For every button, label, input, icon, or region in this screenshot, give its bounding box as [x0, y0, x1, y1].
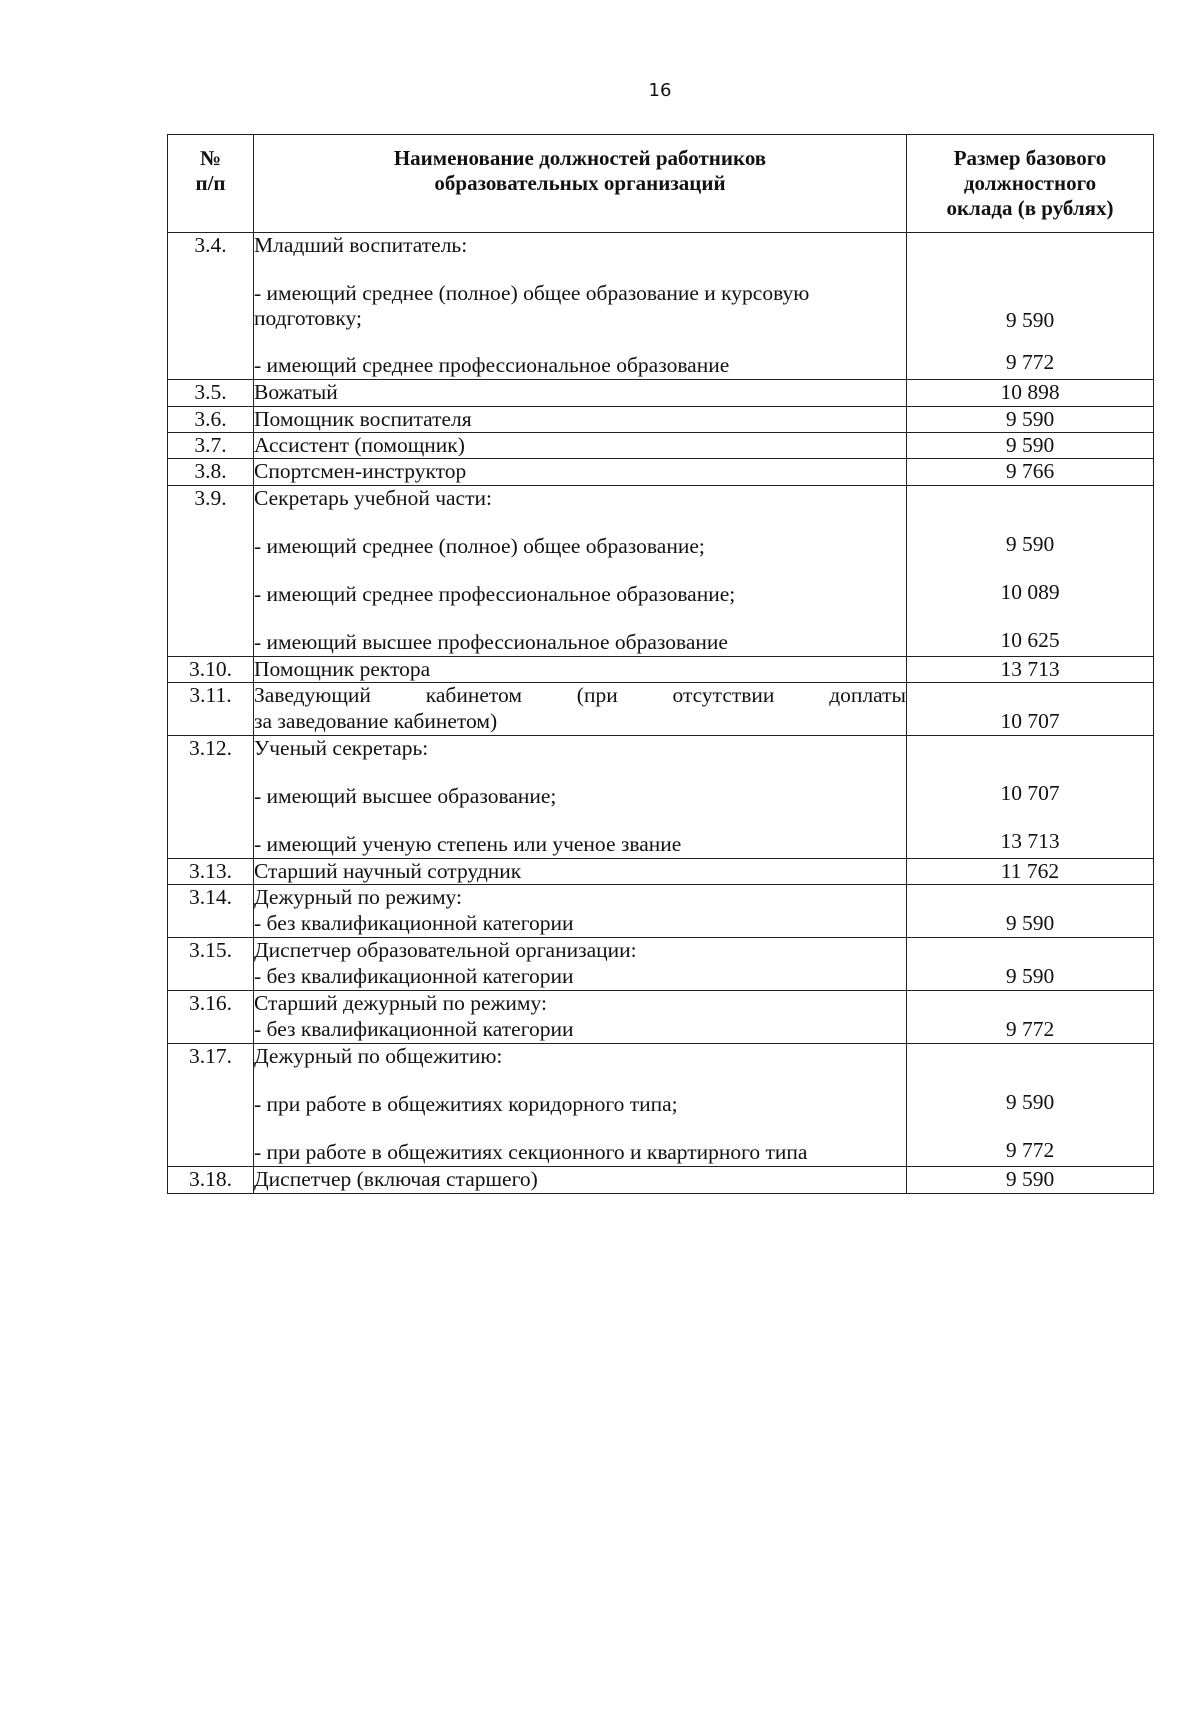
- page-number: 16: [648, 80, 672, 101]
- position-subitem: - без квалификационной категории: [254, 1017, 574, 1042]
- table-row: [168, 232, 1154, 380]
- position-name: Помощник воспитателя: [254, 406, 907, 432]
- header-base-salary: Размер базового должностного оклада (в рублях): [907, 135, 1154, 233]
- position-name: Старший научный сотрудник: [254, 859, 907, 885]
- position-subitem: - имеющий среднее профессиональное образование: [254, 353, 730, 378]
- table-row: [168, 991, 1154, 1044]
- position-subitem: - имеющий среднее профессиональное образование;: [254, 581, 736, 606]
- header-number: № п/п: [168, 135, 254, 233]
- row-number: 3.15.: [168, 938, 254, 991]
- position-title: Дежурный по общежитию:: [254, 1044, 503, 1069]
- position-subitem: - без квалификационной категории: [254, 964, 574, 989]
- row-number: 3.17.: [168, 1044, 254, 1167]
- row-number: 3.11.: [168, 683, 254, 736]
- row-number: 3.5.: [168, 380, 254, 406]
- position-subitem: - при работе в общежитиях коридорного типа;: [254, 1092, 678, 1117]
- salary-value: 9 590: [907, 1167, 1154, 1193]
- salary-value: 10 707: [1000, 781, 1060, 806]
- salary-value: 10 707: [1000, 709, 1060, 734]
- position-title: Заведующий кабинетом (при отсутствии доплаты: [254, 683, 906, 708]
- position-subitem: - имеющий среднее (полное) общее образование и курсовую подготовку;: [254, 280, 810, 330]
- row-number: 3.14.: [168, 885, 254, 938]
- position-subitem: - имеющий высшее профессиональное образование: [254, 629, 728, 654]
- table-row: [168, 656, 1154, 682]
- salary-cell: [907, 885, 1154, 938]
- position-name: Вожатый: [254, 380, 907, 406]
- position-name: Помощник ректора: [254, 656, 907, 682]
- salary-value: 9 590: [1005, 1090, 1055, 1115]
- salary-cell: [907, 485, 1154, 656]
- row-number: 3.9.: [168, 485, 254, 656]
- row-number: 3.6.: [168, 406, 254, 432]
- position-name: [254, 683, 907, 736]
- table-row: [168, 885, 1154, 938]
- salary-value: 11 762: [907, 859, 1154, 885]
- position-subitem: - имеющий среднее (полное) общее образование;: [254, 533, 705, 558]
- table-row: [168, 1044, 1154, 1167]
- row-number: 3.10.: [168, 656, 254, 682]
- salary-value: 10 089: [1000, 579, 1060, 604]
- salary-value: 9 772: [1005, 1017, 1055, 1042]
- table-row: [168, 406, 1154, 432]
- row-number: 3.8.: [168, 459, 254, 485]
- table-row: [168, 459, 1154, 485]
- salary-value: 9 590: [1005, 911, 1055, 936]
- table-row: [168, 938, 1154, 991]
- salary-value: 9 772: [1005, 1138, 1055, 1163]
- position-name: Спортсмен-инструктор: [254, 459, 907, 485]
- salary-value: 13 713: [1000, 829, 1060, 854]
- salary-value: 9 590: [1005, 531, 1055, 556]
- row-number: 3.12.: [168, 736, 254, 859]
- row-number: 3.13.: [168, 859, 254, 885]
- position-name: [254, 485, 907, 656]
- salary-cell: [907, 736, 1154, 859]
- salary-cell: [907, 232, 1154, 380]
- salary-value: 10 898: [907, 380, 1154, 406]
- table-row: [168, 1167, 1154, 1193]
- salary-value: 9 772: [1005, 349, 1055, 374]
- position-name: [254, 938, 907, 991]
- salary-value: 9 590: [907, 406, 1154, 432]
- position-name: [254, 736, 907, 859]
- position-name: [254, 232, 907, 380]
- row-number: 3.4.: [168, 232, 254, 380]
- table-row: [168, 433, 1154, 459]
- position-title: Секретарь учебной части:: [254, 485, 492, 510]
- salary-value: 13 713: [907, 656, 1154, 682]
- position-title: Дежурный по режиму:: [254, 885, 462, 910]
- table-row: [168, 380, 1154, 406]
- position-name: Диспетчер (включая старшего): [254, 1167, 907, 1193]
- table-row: [168, 485, 1154, 656]
- salary-value: 9 590: [907, 433, 1154, 459]
- position-name: [254, 991, 907, 1044]
- salary-cell: [907, 938, 1154, 991]
- row-number: 3.7.: [168, 433, 254, 459]
- position-name: [254, 885, 907, 938]
- salary-value: 9 590: [1005, 964, 1055, 989]
- salary-value: 9 766: [907, 459, 1154, 485]
- table-row: [168, 683, 1154, 736]
- position-title: Старший дежурный по режиму:: [254, 991, 547, 1016]
- table-row: [168, 859, 1154, 885]
- salary-cell: [907, 991, 1154, 1044]
- position-subitem: - имеющий ученую степень или ученое звание: [254, 832, 682, 857]
- salary-cell: [907, 1044, 1154, 1167]
- position-subitem: - при работе в общежитиях секционного и квартирного типа: [254, 1140, 808, 1165]
- position-title: Диспетчер образовательной организации:: [254, 938, 637, 963]
- position-subitem: - имеющий высшее образование;: [254, 784, 557, 809]
- salary-cell: [907, 683, 1154, 736]
- position-name: [254, 1044, 907, 1167]
- position-title: Младший воспитатель:: [254, 232, 468, 257]
- row-number: 3.16.: [168, 991, 254, 1044]
- salary-value: 10 625: [1000, 627, 1060, 652]
- table-header-row: [168, 135, 1154, 233]
- salary-value: 9 590: [1005, 307, 1055, 332]
- position-title: Ученый секретарь:: [254, 736, 429, 761]
- table-row: [168, 736, 1154, 859]
- position-subitem: - без квалификационной категории: [254, 911, 574, 936]
- header-position-name: Наименование должностей работников образовательных организаций: [254, 135, 907, 233]
- row-number: 3.18.: [168, 1167, 254, 1193]
- position-name: Ассистент (помощник): [254, 433, 907, 459]
- salary-table: [167, 134, 1154, 1194]
- position-title-continued: за заведование кабинетом): [254, 709, 498, 734]
